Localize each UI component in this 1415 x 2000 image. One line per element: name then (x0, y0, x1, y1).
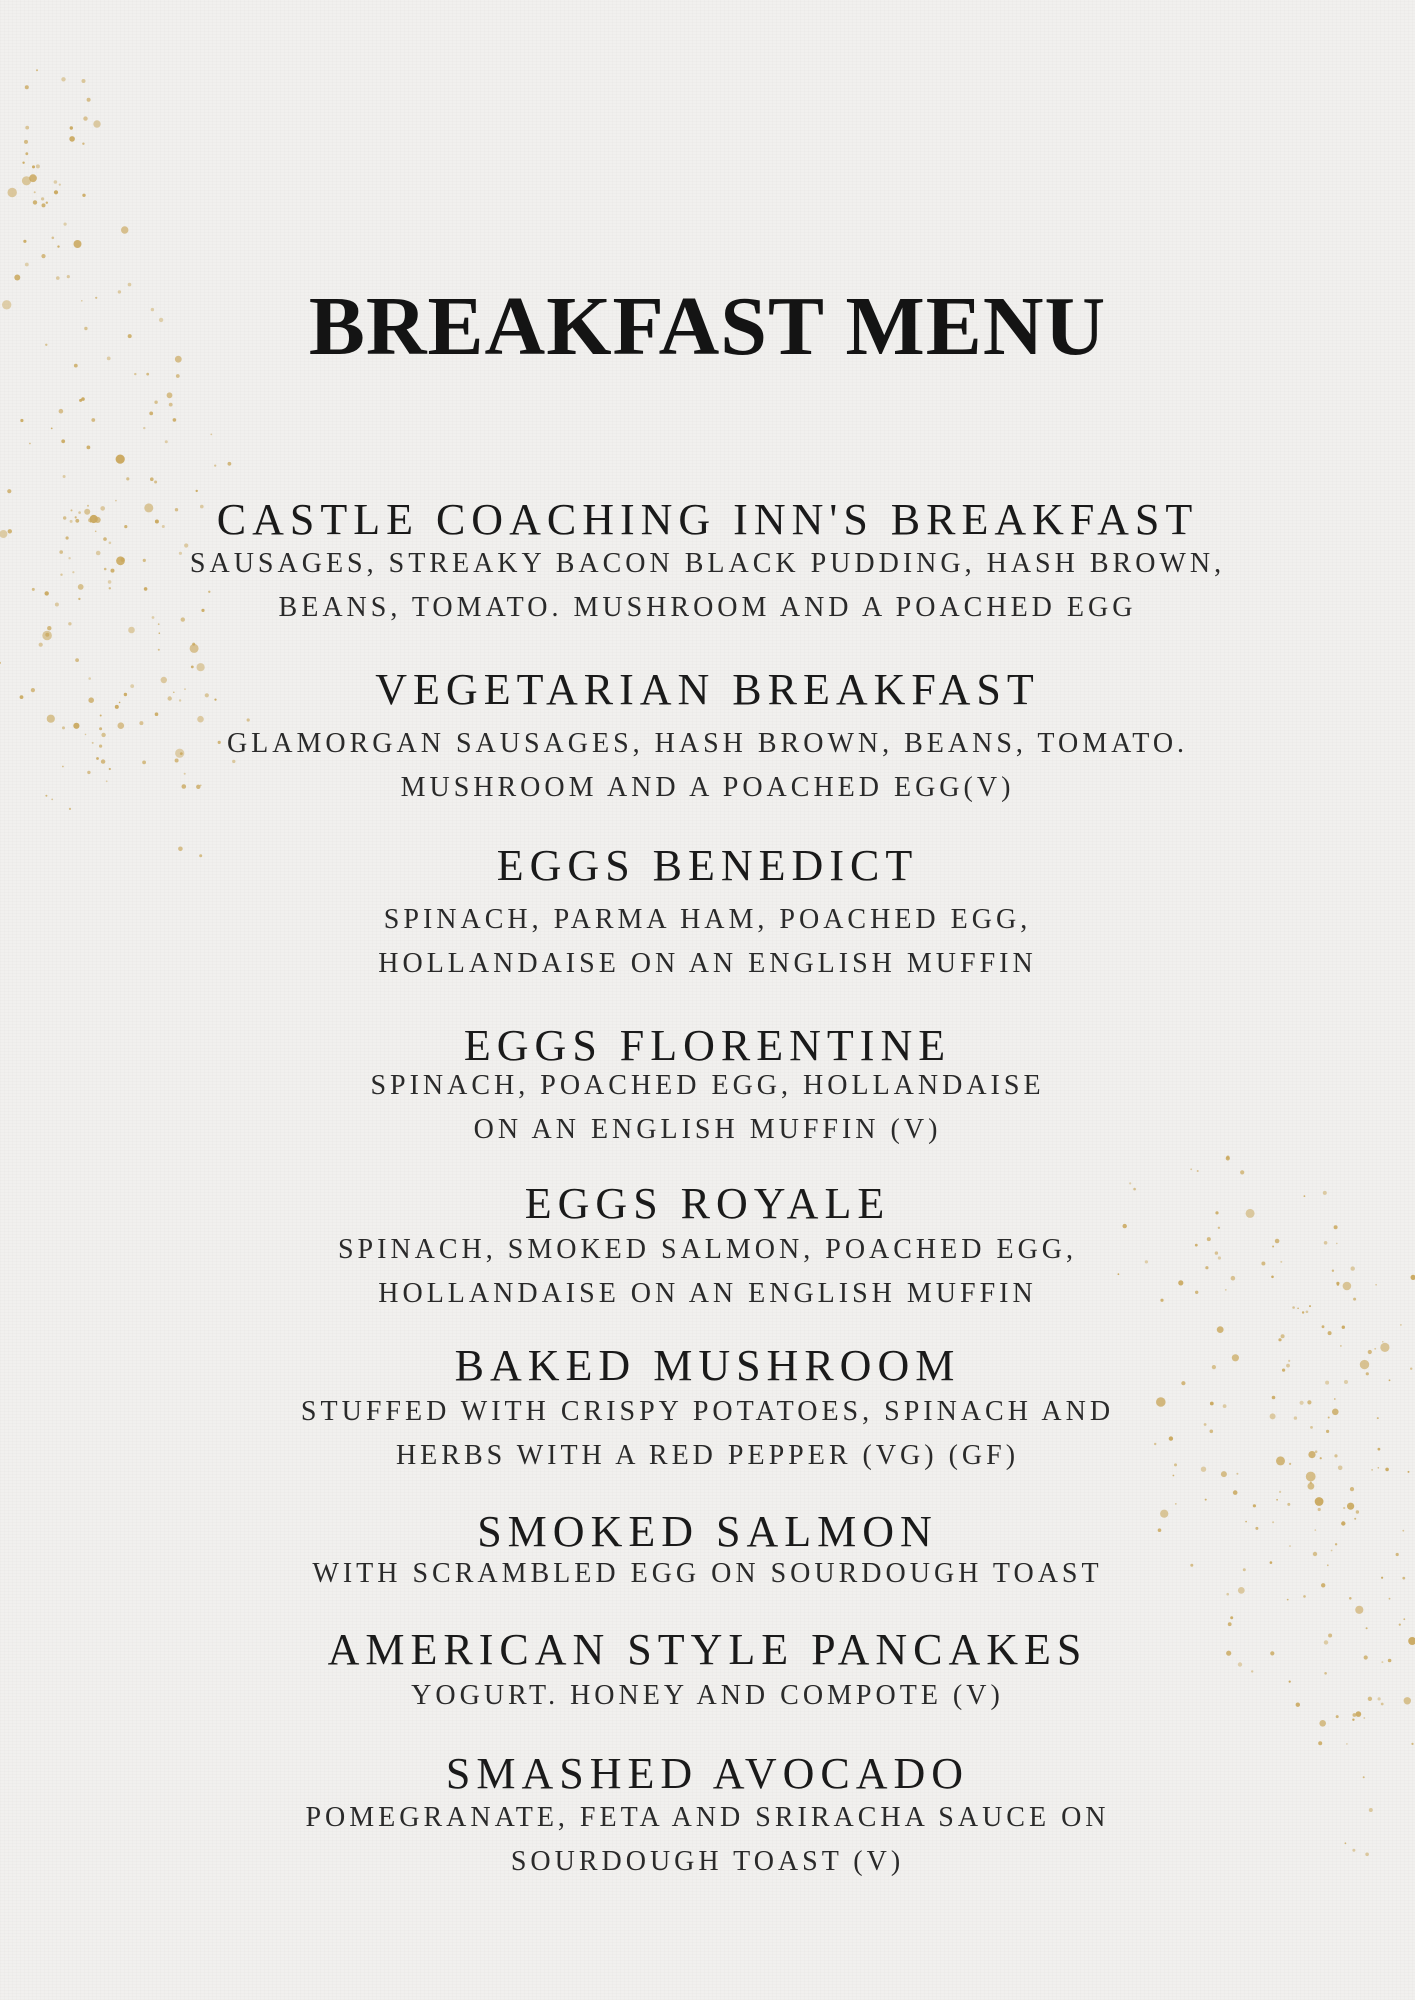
menu-item-description: STUFFED WITH CRISPY POTATOES, SPINACH AND (300, 1396, 1115, 1427)
menu-item-description: SPINACH, PARMA HAM, POACHED EGG, (383, 904, 1032, 935)
menu-item-name: VEGETARIAN BREAKFAST (375, 665, 1040, 714)
page-title: BREAKFAST MENU (308, 280, 1107, 373)
menu-item-description: GLAMORGAN SAUSAGES, HASH BROWN, BEANS, TOMATO. (226, 728, 1189, 759)
menu-item-description: HOLLANDAISE ON AN ENGLISH MUFFIN (378, 1278, 1037, 1309)
menu-item-description: SAUSAGES, STREAKY BACON BLACK PUDDING, HASH BROWN, (189, 548, 1226, 579)
menu-item-name: EGGS ROYALE (524, 1179, 891, 1228)
menu-item-description: MUSHROOM AND A POACHED EGG(V) (400, 772, 1015, 803)
menu-item-description: SPINACH, SMOKED SALMON, POACHED EGG, (337, 1234, 1078, 1265)
menu-item-description: WITH SCRAMBLED EGG ON SOURDOUGH TOAST (312, 1558, 1103, 1589)
menu-item-description: SPINACH, POACHED EGG, HOLLANDAISE (370, 1070, 1045, 1101)
menu-item-name: EGGS BENEDICT (496, 841, 919, 890)
menu-item-description: ON AN ENGLISH MUFFIN (V) (473, 1114, 942, 1145)
menu-item-name: AMERICAN STYLE PANCAKES (327, 1625, 1088, 1674)
menu-item-name: EGGS FLORENTINE (463, 1021, 952, 1070)
menu-item-description: SOURDOUGH TOAST (V) (510, 1846, 905, 1877)
menu-item-description: POMEGRANATE, FETA AND SRIRACHA SAUCE ON (305, 1802, 1110, 1833)
menu-item-name: CASTLE COACHING INN'S BREAKFAST (216, 495, 1199, 544)
menu-item-description: HERBS WITH A RED PEPPER (VG) (GF) (395, 1440, 1020, 1471)
menu-item-description: HOLLANDAISE ON AN ENGLISH MUFFIN (378, 948, 1037, 979)
menu-item-description: YOGURT. HONEY AND COMPOTE (V) (411, 1680, 1004, 1711)
menu-item-name: SMASHED AVOCADO (445, 1749, 970, 1798)
menu-item-description: BEANS, TOMATO. MUSHROOM AND A POACHED EGG (278, 592, 1137, 623)
menu-item-name: BAKED MUSHROOM (454, 1341, 961, 1390)
menu-item-name: SMOKED SALMON (477, 1507, 938, 1556)
